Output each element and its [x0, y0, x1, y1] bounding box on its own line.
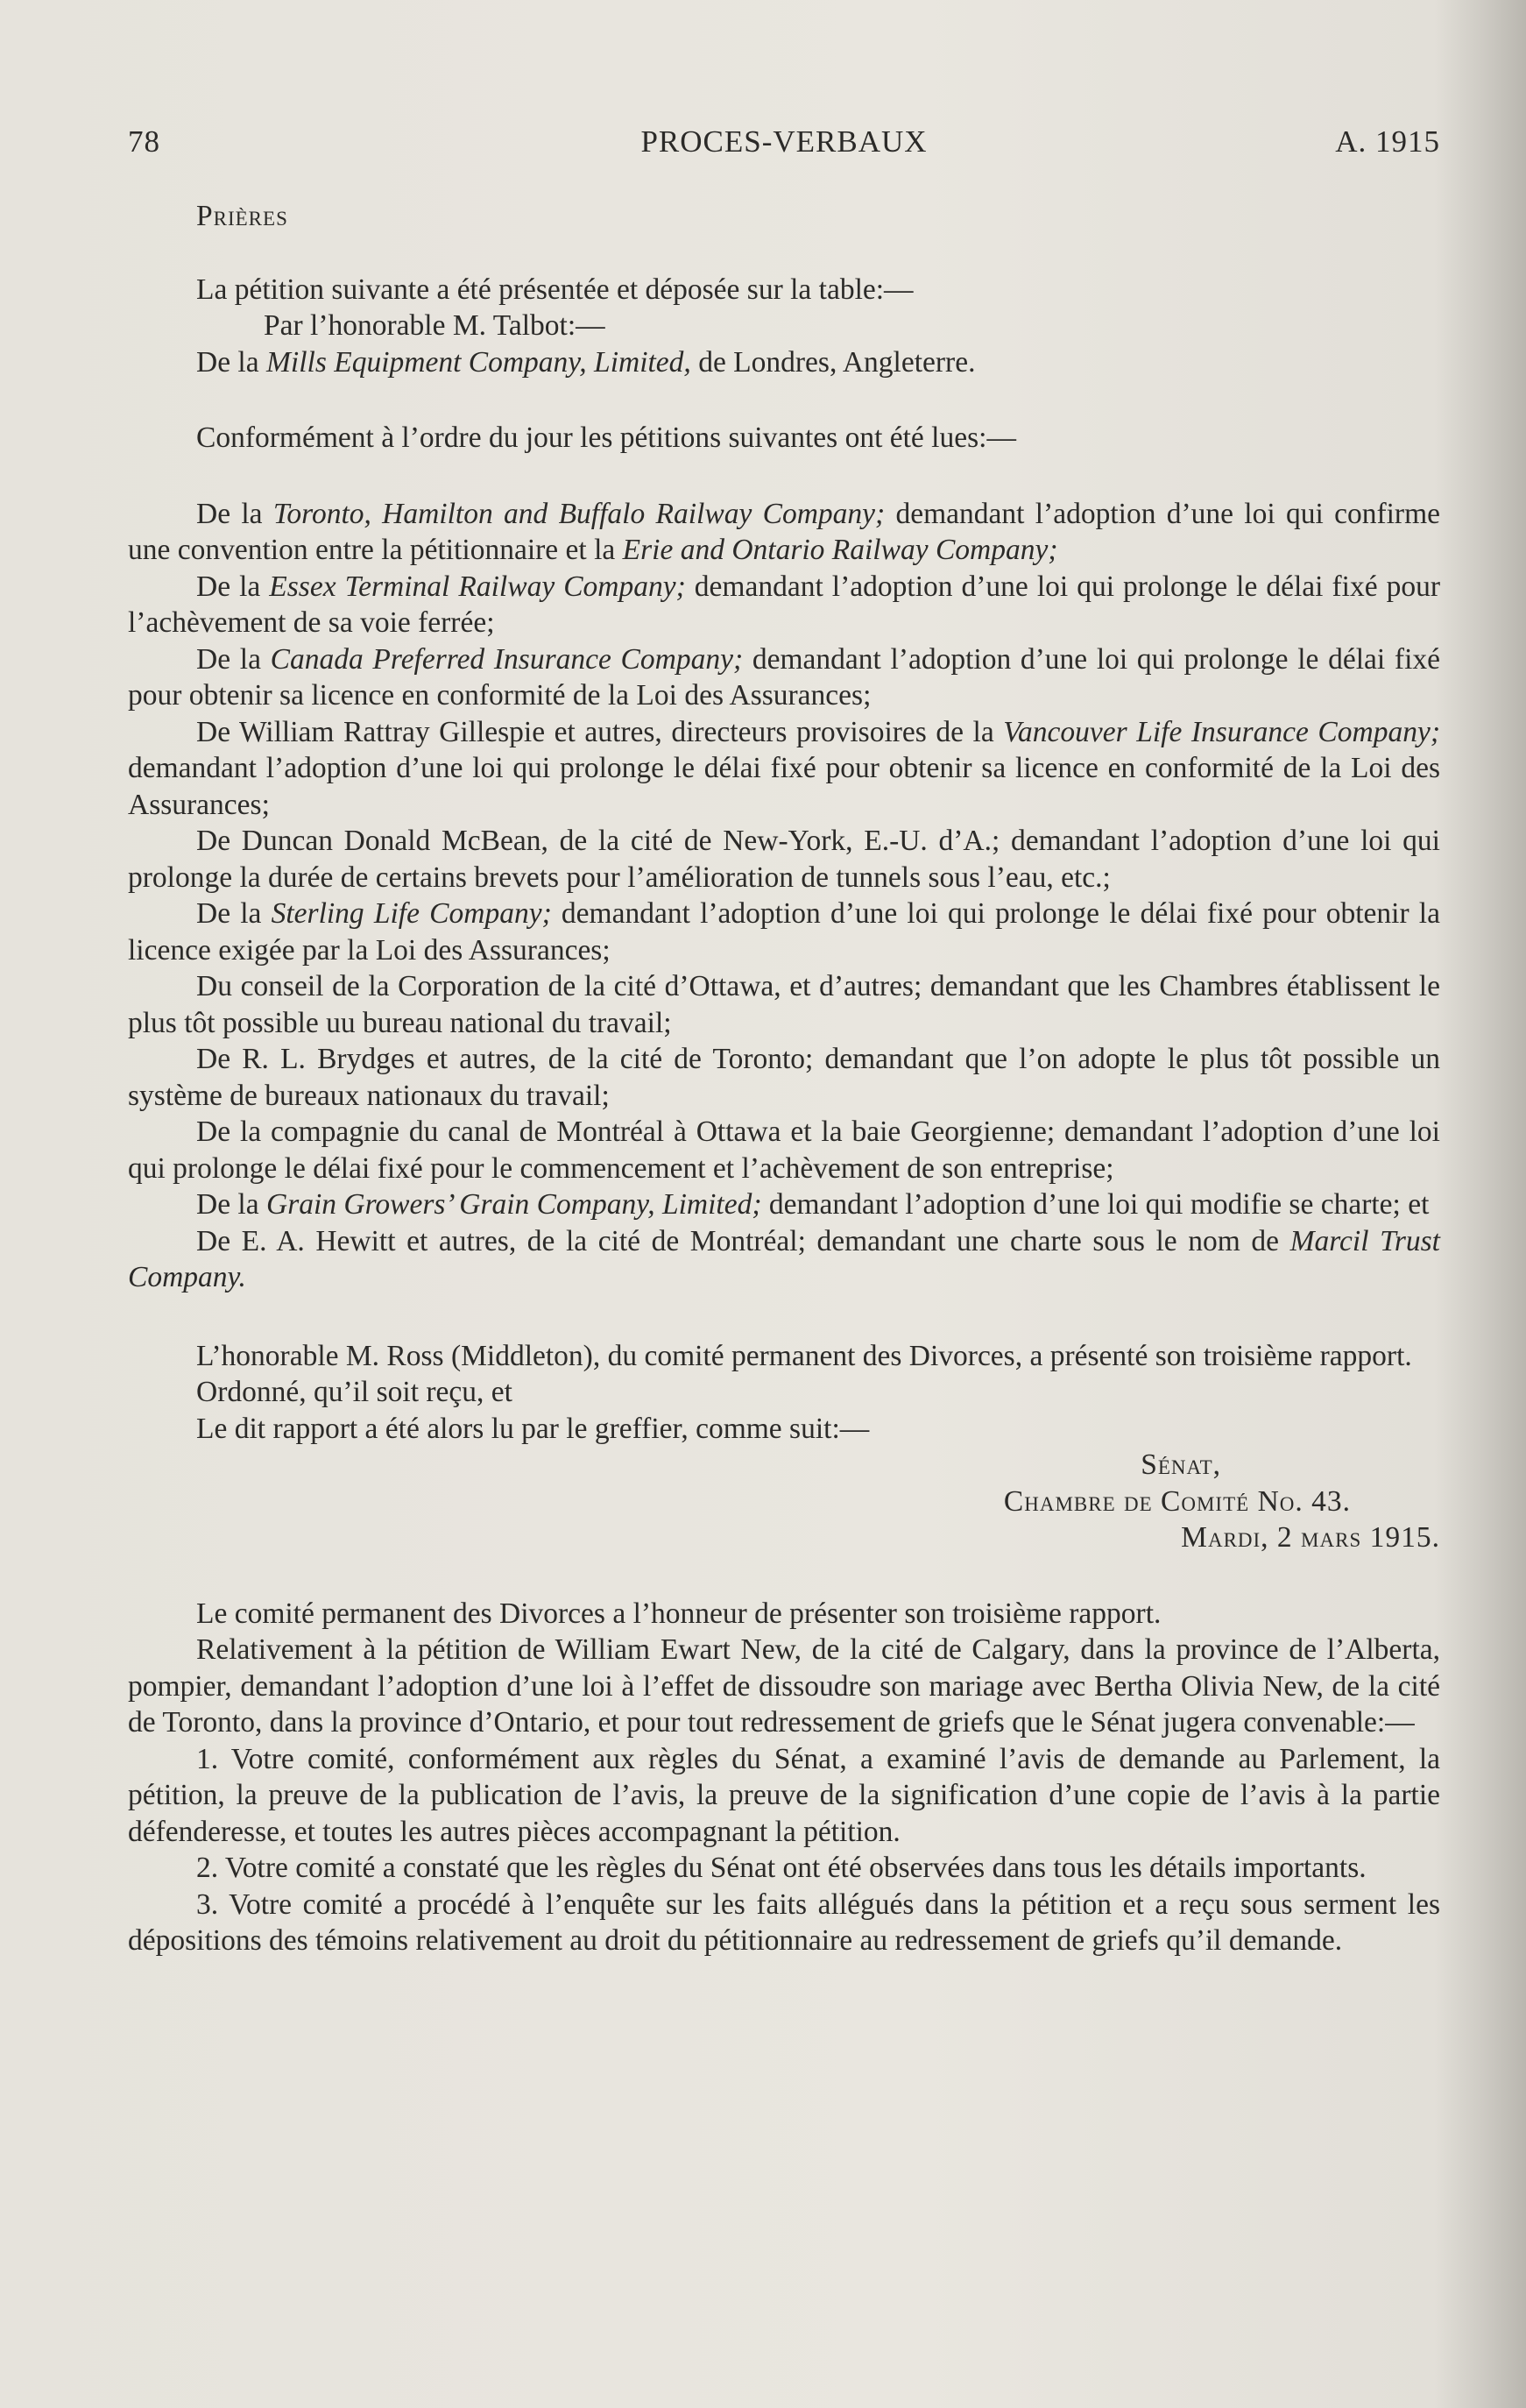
running-title: PROCES-VERBAUX: [640, 124, 928, 159]
company-name: Vancouver Life Insurance Company;: [1003, 715, 1440, 748]
report-paragraph: Relativement à la pétition de William Ewart New, de la cité de Calgary, dans la province de l’Alberta, pompier, demandant l’adoption d’une loi à l’effet de dissoudre son mariage avec Bertha Olivia New, de la cité de Toronto, dans la province d’Ontario, et pour tout redressement de griefs que le Sénat jugera convenable:—: [128, 1633, 1440, 1739]
company-name: Mills Equipment Company, Limited,: [266, 345, 691, 379]
petition-item: De la Sterling Life Company; demandant l’adoption d’une loi qui prolonge le délai fixé pour obtenir la licence exigée par la Loi des Assurances;: [128, 897, 1440, 967]
petition-item: De la Essex Terminal Railway Company; demandant l’adoption d’une loi qui prolonge le délai fixé pour l’achèvement de sa voie ferrée;: [128, 570, 1440, 639]
petition-item: De R. L. Brydges et autres, de la cité de Toronto; demandant que l’on adopte le plus tôt possible un système de bureaux nationaux du travail;: [128, 1043, 1440, 1112]
report-item: 2. Votre comité a constaté que les règles du Sénat ont été observées dans tous les détails importants.: [196, 1852, 1367, 1884]
company-name: Marcil Trust Company.: [128, 1224, 1440, 1293]
petition-item: De Duncan Donald McBean, de la cité de New-York, E.-U. d’A.; demandant l’adoption d’une loi qui prolonge la durée de certains brevets pour l’amélioration de tunnels sous l’eau, etc.;: [128, 825, 1440, 894]
petition-presenter: Par l’honorable M. Talbot:—: [264, 309, 605, 342]
petition-intro: La pétition suivante a été présentée et déposée sur la table:—: [196, 273, 914, 306]
report-item: 1. Votre comité, conformément aux règles du Sénat, a examiné l’avis de demande au Parlement, la pétition, la preuve de la publication de l’avis, la preuve de la signification d’une copie de l’avis à la partie défenderesse, et toutes les autres pièces accompagnant la pétition.: [128, 1742, 1440, 1848]
year-label: A. 1915: [1335, 124, 1440, 159]
page-body: [128, 198, 1440, 1959]
section-heading: Prières: [196, 200, 288, 232]
report-presentation: L’honorable M. Ross (Middleton), du comité permanent des Divorces, a présenté son troisième rapport.: [196, 1339, 1412, 1372]
petition-item: Du conseil de la Corporation de la cité d’Ottawa, et d’autres; demandant que les Chambres établissent le plus tôt possible uu bureau national du travail;: [128, 970, 1440, 1039]
page-number: 78: [128, 124, 160, 159]
report-senate-label: Sénat,: [1141, 1448, 1221, 1481]
report-date: Mardi, 2 mars 1915.: [1181, 1521, 1440, 1554]
report-room-label: Chambre de Comité No. 43.: [1003, 1484, 1351, 1518]
petition-item: De William Rattray Gillespie et autres, directeurs provisoires de la Vancouver Life Insurance Company; demandant l’adoption d’une loi qui prolonge le délai fixé pour obtenir sa licence en conformité de la Loi des Assurances;: [128, 715, 1440, 821]
company-name: Erie and Ontario Railway Company;: [622, 534, 1058, 566]
report-read: Le dit rapport a été alors lu par le greffier, comme suit:—: [196, 1412, 870, 1445]
petition-item: De la Toronto, Hamilton and Buffalo Railway Company; demandant l’adoption d’une loi qui confirme une convention entre la pétitionnaire et la Erie and Ontario Railway Company;: [128, 497, 1440, 566]
petition-item: De E. A. Hewitt et autres, de la cité de Montréal; demandant une charte sous le nom de Marcil Trust Company.: [128, 1224, 1440, 1293]
company-name: Grain Growers’ Grain Company, Limited;: [266, 1188, 762, 1221]
report-paragraph: Le comité permanent des Divorces a l’honneur de présenter son troisième rapport.: [196, 1597, 1162, 1630]
petition-from: De la Mills Equipment Company, Limited, de Londres, Angleterre.: [196, 345, 976, 379]
petitions-read-intro: Conformément à l’ordre du jour les pétitions suivantes ont été lues:—: [196, 421, 1016, 454]
report-item: 3. Votre comité a procédé à l’enquête sur les faits allégués dans la pétition et a reçu sous serment les dépositions des témoins relativement au droit du pétitionnaire au redressement de griefs qu’il demande.: [128, 1887, 1440, 1957]
petition-item: De la Grain Growers’ Grain Company, Limited; demandant l’adoption d’une loi qui modifie se charte; et: [196, 1188, 1430, 1221]
company-name: Sterling Life Company;: [271, 897, 552, 930]
petition-item: De la Canada Preferred Insurance Company; demandant l’adoption d’une loi qui prolonge le délai fixé pour obtenir sa licence en conformité de la Loi des Assurances;: [128, 642, 1440, 712]
petition-item: De la compagnie du canal de Montréal à Ottawa et la baie Georgienne; demandant l’adoption d’une loi qui prolonge le délai fixé pour le commencement et l’achèvement de son entreprise;: [128, 1115, 1440, 1185]
company-name: Essex Terminal Railway Company;: [269, 570, 686, 603]
page-header: [128, 124, 1440, 163]
report-order: Ordonné, qu’il soit reçu, et: [196, 1376, 512, 1408]
company-name: Toronto, Hamilton and Buffalo Railway Company;: [272, 497, 886, 530]
company-name: Canada Preferred Insurance Company;: [270, 642, 744, 676]
